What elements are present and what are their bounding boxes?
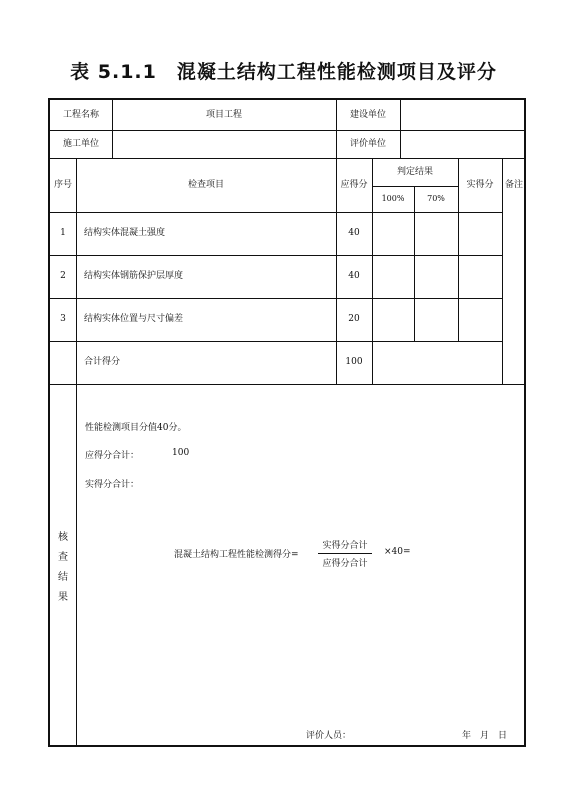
col-header-item: 检查项目 <box>187 179 224 190</box>
fraction-bar <box>318 553 372 554</box>
col-line <box>76 158 77 747</box>
construction-unit-label: 建设单位 <box>349 109 386 120</box>
formula-left: 混凝土结构工程性能检测得分= <box>174 550 299 560</box>
expected-total-label: 应得分合计： <box>85 451 140 461</box>
col-header-70: 70% <box>427 194 445 204</box>
evaluation-unit-label: 评价单位 <box>349 138 386 149</box>
row-line <box>50 384 526 385</box>
builder-value[interactable] <box>112 130 336 158</box>
row-expected: 20 <box>348 314 360 325</box>
formula-denominator: 应得分合计 <box>322 559 368 569</box>
date-label: 年 月 日 <box>462 731 508 741</box>
result-line-1: 性能检测项目分值40分。 <box>85 423 187 433</box>
col-header-no: 序号 <box>53 179 72 190</box>
project-name-label: 工程名称 <box>62 109 99 120</box>
col-header-judgement: 判定结果 <box>396 166 433 177</box>
formula-fraction <box>318 538 372 569</box>
col-header-actual: 实得分 <box>466 179 494 190</box>
builder-label: 施工单位 <box>62 138 99 149</box>
row-expected: 40 <box>348 271 360 282</box>
total-label: 合计得分 <box>84 357 121 368</box>
row-no: 3 <box>60 314 66 325</box>
construction-unit-value[interactable] <box>400 100 526 130</box>
evaluation-unit-value[interactable] <box>400 130 526 158</box>
row-item: 结构实体钢筋保护层厚度 <box>84 271 184 282</box>
row-item: 结构实体位置与尺寸偏差 <box>84 314 184 325</box>
formula-right: ×40= <box>384 547 411 557</box>
page-title: 表 5.1.1 混凝土结构工程性能检测项目及评分 <box>70 61 497 83</box>
row-no: 1 <box>60 228 66 239</box>
row-expected: 40 <box>348 228 360 239</box>
row-item: 结构实体混凝土强度 <box>84 228 166 239</box>
project-name-value[interactable]: 项目工程 <box>205 109 242 120</box>
col-header-expected: 应得分 <box>340 179 368 190</box>
col-header-remark: 备注 <box>504 179 523 190</box>
evaluator-label: 评价人员： <box>306 731 352 741</box>
formula-numerator: 实得分合计 <box>322 541 368 551</box>
total-expected: 100 <box>345 357 363 368</box>
col-header-100: 100% <box>381 194 405 204</box>
row-no: 2 <box>60 271 66 282</box>
actual-total-label: 实得分合计： <box>85 480 140 490</box>
expected-total-value: 100 <box>172 448 190 458</box>
result-side-label: 核 查 结 果 <box>58 532 68 603</box>
evaluation-table <box>48 98 526 747</box>
